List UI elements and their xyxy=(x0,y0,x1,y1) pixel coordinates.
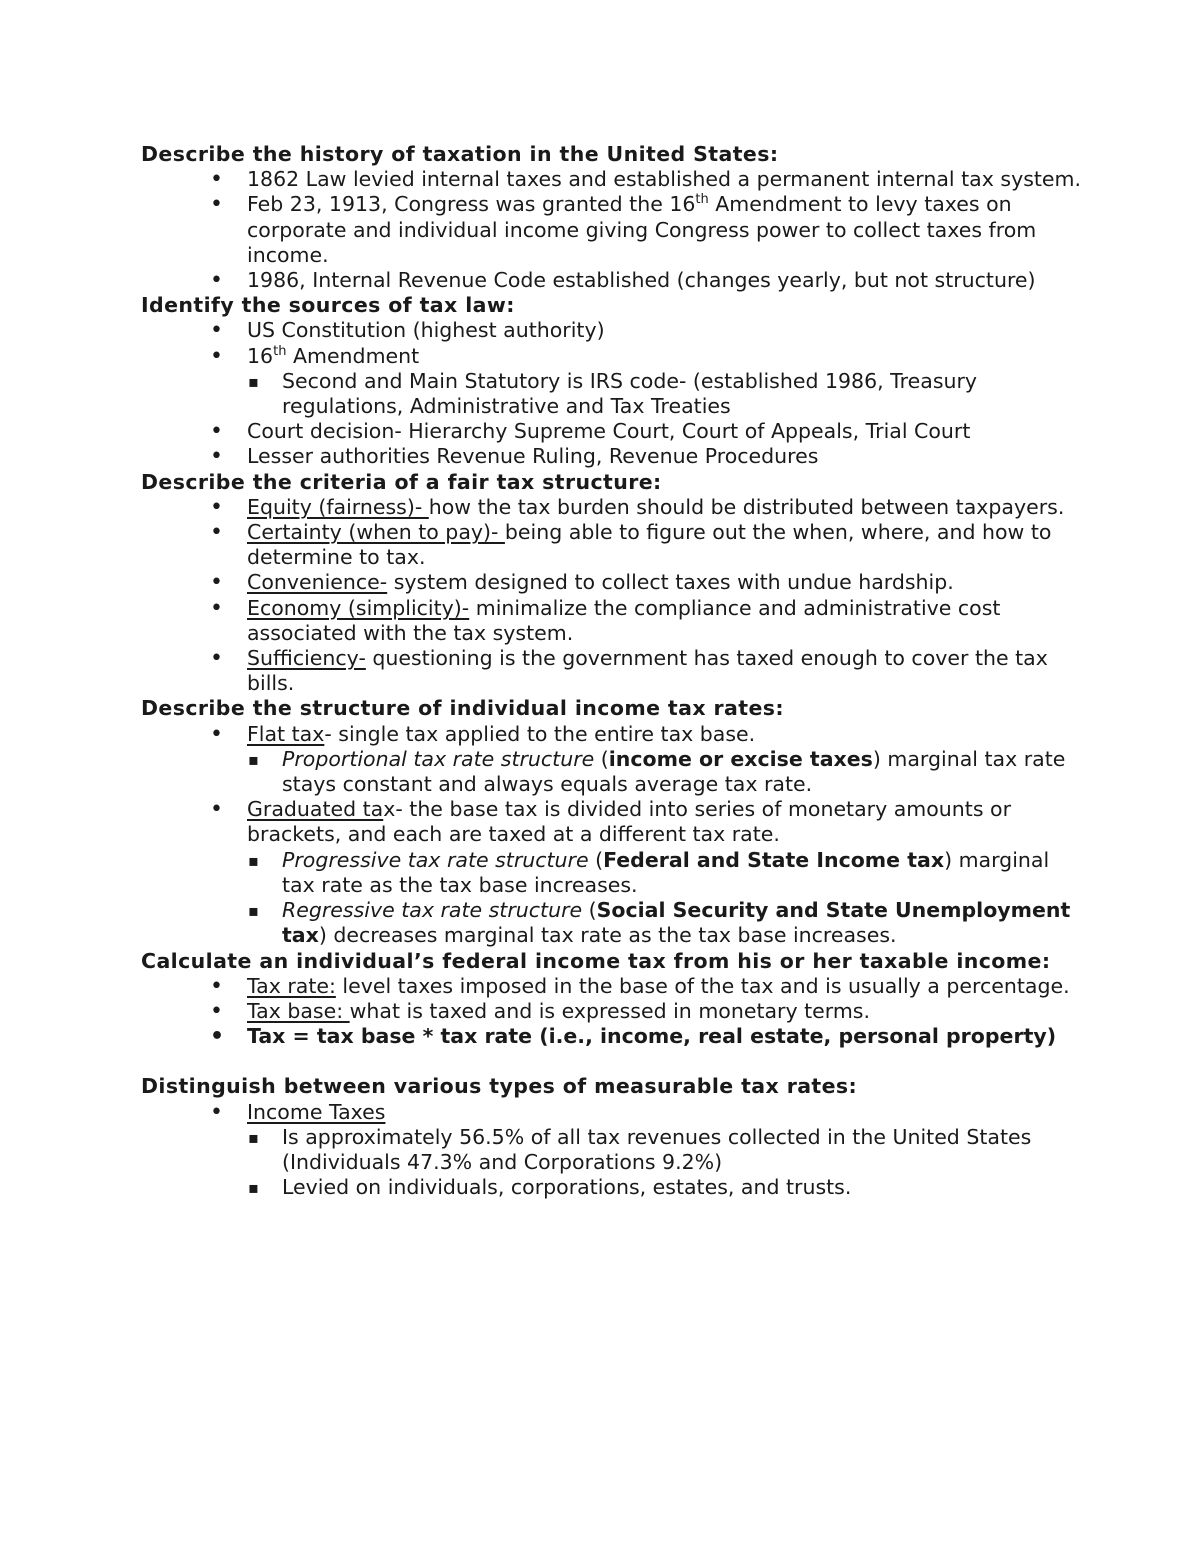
formula-text: Tax = tax base * tax rate (i.e., income, real estate, personal property) xyxy=(247,1024,1057,1049)
list-item-text: US Constitution (highest authority) xyxy=(247,318,605,343)
bold-text: Social Security and State Unemployment tax xyxy=(282,898,1071,948)
list-item xyxy=(141,444,1081,469)
list-item-text: ) decreases marginal tax rate as the tax base increases. xyxy=(318,923,897,948)
list-item-text: Court decision- Hierarchy Supreme Court, Court of Appeals, Trial Court xyxy=(247,419,971,444)
list-item-text: 16 xyxy=(247,343,274,368)
list-item-text: what is taxed and is expressed in monetary terms. xyxy=(349,998,870,1023)
list-item xyxy=(141,646,1081,696)
list-item xyxy=(141,495,1081,520)
list-item-text: x- the base tax is divided into series of monetary amounts or brackets, and each are taxed at a different tax rate. xyxy=(247,797,1011,847)
list-item-text: ) marginal tax rate stays constant and always equals average tax rate. xyxy=(282,746,1066,797)
list-item-text: how the tax burden should be distributed between taxpayers. xyxy=(428,494,1065,519)
term: Certainty (when to pay)- xyxy=(247,520,505,545)
sub-list-item xyxy=(141,898,1081,948)
list-item xyxy=(141,268,1081,293)
list-item xyxy=(141,1024,1081,1049)
list-item xyxy=(141,797,1081,847)
sub-list-item xyxy=(141,1125,1081,1175)
term: Convenience- xyxy=(247,570,388,595)
list-item-text: ) marginal tax rate as the tax base increases. xyxy=(282,847,1050,897)
sources-list xyxy=(141,318,1081,469)
criteria-list xyxy=(141,495,1081,697)
italic-term: Regressive tax rate structure xyxy=(282,898,583,923)
list-item-text: 1986, Internal Revenue Code established (changes yearly, but not structure) xyxy=(247,268,1036,293)
list-item xyxy=(141,722,1081,747)
list-item xyxy=(141,318,1081,343)
list-item xyxy=(141,520,1081,570)
list-item xyxy=(141,570,1081,595)
term: Economy (simplicity)- xyxy=(247,595,470,620)
term: Flat tax xyxy=(247,721,325,746)
list-item-text: Is approximately 56.5% of all tax revenues collected in the United States (Individuals 47.3% and Corporations 9.2%) xyxy=(282,1124,1032,1174)
list-item-text: Levied on individuals, corporations, estates, and trusts. xyxy=(282,1175,852,1200)
history-list xyxy=(141,167,1081,293)
list-item-text: Amendment xyxy=(286,343,420,368)
list-item-text: ( xyxy=(588,847,604,872)
italic-term: Proportional tax rate structure xyxy=(282,746,595,771)
term: Equity (fairness)- xyxy=(247,494,429,519)
term: Sufficiency- xyxy=(247,646,366,671)
sub-list-item xyxy=(141,848,1081,898)
section-heading-history: Describe the history of taxation in the United States: xyxy=(141,142,779,166)
blank-line xyxy=(141,1049,1081,1074)
list-item-text: 1862 Law levied internal taxes and established a permanent internal tax system. xyxy=(247,167,1082,192)
list-item xyxy=(141,1100,1081,1125)
list-item-text: system designed to collect taxes with undue hardship. xyxy=(387,570,954,595)
list-item xyxy=(141,974,1081,999)
sub-list-item xyxy=(141,1175,1081,1200)
superscript: th xyxy=(695,192,709,208)
bold-text: income or excise taxes xyxy=(608,746,873,771)
list-item xyxy=(141,192,1081,268)
calculate-list xyxy=(141,974,1081,1050)
list-item-text: Feb 23, 1913, Congress was granted the 16 xyxy=(247,192,696,217)
list-item-text: - single tax applied to the entire tax base. xyxy=(324,721,756,746)
section-heading-calculate: Calculate an individual’s federal income tax from his or her taxable income: xyxy=(141,948,1051,973)
list-item xyxy=(141,419,1081,444)
distinguish-list xyxy=(141,1100,1081,1201)
italic-term: Progressive tax rate structure xyxy=(282,847,589,872)
section-heading-distinguish: Distinguish between various types of measurable tax rates: xyxy=(141,1074,858,1099)
list-item xyxy=(141,344,1081,369)
list-item xyxy=(141,999,1081,1024)
term: Tax rate: xyxy=(247,973,336,998)
list-item-text: Second and Main Statutory is IRS code- (established 1986, Treasury regulations, Administrative and Tax Treaties xyxy=(282,368,978,419)
term: Graduated ta xyxy=(247,797,384,822)
list-item-text: minimalize the compliance and administrative cost associated with the tax system. xyxy=(247,595,1001,645)
term: Income Taxes xyxy=(247,1099,386,1124)
section-heading-structure: Describe the structure of individual income tax rates: xyxy=(141,696,784,721)
term: Tax base: xyxy=(247,998,350,1023)
list-item-text: level taxes imposed in the base of the tax and is usually a percentage. xyxy=(335,973,1070,998)
sub-list-item xyxy=(141,747,1081,797)
section-heading-criteria: Describe the criteria of a fair tax structure: xyxy=(141,469,662,494)
list-item-text: Amendment to levy taxes on corporate and individual income giving Congress power to collect taxes from income. xyxy=(247,192,1037,267)
section-heading-sources: Identify the sources of tax law: xyxy=(141,293,515,318)
list-item-text: Lesser authorities Revenue Ruling, Revenue Procedures xyxy=(247,444,819,469)
bold-text: Federal and State Income tax xyxy=(603,847,945,872)
list-item xyxy=(141,167,1081,192)
list-item-text: ( xyxy=(582,898,597,923)
superscript: th xyxy=(273,343,287,359)
list-item-text: ( xyxy=(594,746,609,771)
list-item-text: questioning is the government has taxed enough to cover the tax bills. xyxy=(247,646,1048,696)
list-item xyxy=(141,596,1081,646)
document-body xyxy=(141,142,1081,1200)
structure-list xyxy=(141,722,1081,949)
sub-list-item xyxy=(141,369,1081,419)
list-item-text: being able to figure out the when, where, and how to determine to tax. xyxy=(247,520,1052,570)
